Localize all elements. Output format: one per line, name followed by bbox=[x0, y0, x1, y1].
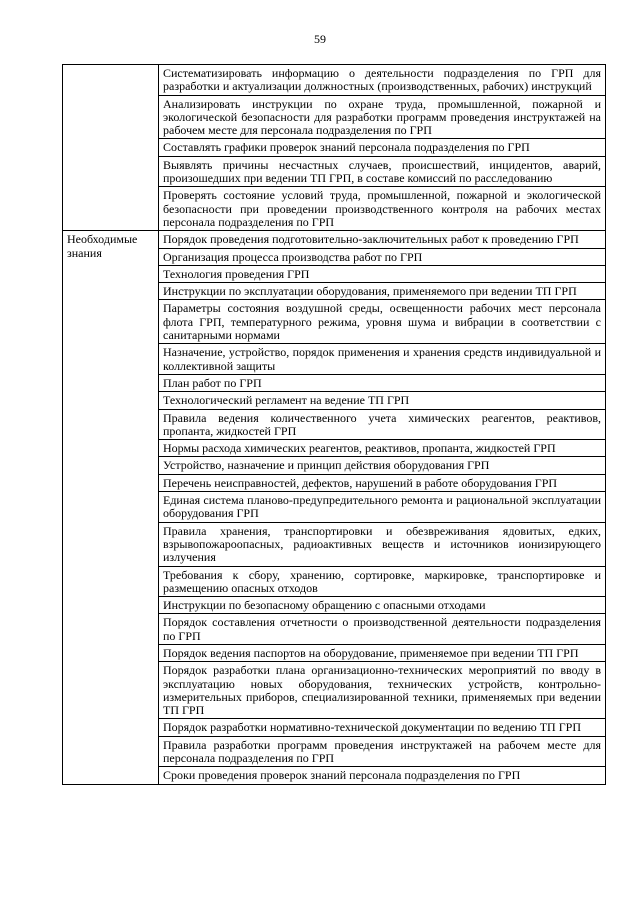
item-cell: Устройство, назначение и принцип действия оборудования ГРП bbox=[159, 457, 606, 474]
item-cell: Правила разработки программ проведения инструктажей на рабочем месте для персонала подразделения по ГРП bbox=[159, 736, 606, 767]
item-cell: Порядок ведения паспортов на оборудование, применяемое при ведении ТП ГРП bbox=[159, 644, 606, 661]
item-cell: Анализировать инструкции по охране труда, промышленной, пожарной и экологической безопасности для разработки программ проведения инструктажей на рабочем месте для персонала подразделения по ГРП bbox=[159, 95, 606, 139]
item-cell: Правила ведения количественного учета химических реагентов, реактивов, пропанта, жидкостей ГРП bbox=[159, 409, 606, 440]
item-cell: Технология проведения ГРП bbox=[159, 265, 606, 282]
item-cell: Порядок разработки плана организационно-технических мероприятий по вводу в эксплуатацию новых оборудования, технических устройств, контрольно-измерительных приборов, специализированной техники, применяемых при ведении ТП ГРП bbox=[159, 662, 606, 719]
section-label-knowledge: Необходимые знания bbox=[63, 231, 159, 784]
item-cell: Порядок проведения подготовительно-заключительных работ к проведению ГРП bbox=[159, 231, 606, 248]
item-cell: Составлять графики проверок знаний персонала подразделения по ГРП bbox=[159, 139, 606, 156]
item-cell: План работ по ГРП bbox=[159, 374, 606, 391]
table-row bbox=[63, 65, 606, 96]
item-cell: Проверять состояние условий труда, промышленной, пожарной и экологической безопасности при проведении производственного контроля на рабочих местах персонала подразделения по ГРП bbox=[159, 187, 606, 231]
item-cell: Порядок разработки нормативно-технической документации по ведению ТП ГРП bbox=[159, 719, 606, 736]
item-cell: Порядок составления отчетности о производственной деятельности подразделения по ГРП bbox=[159, 614, 606, 645]
item-cell: Назначение, устройство, порядок применения и хранения средств индивидуальной и коллективной защиты bbox=[159, 344, 606, 375]
item-cell: Выявлять причины несчастных случаев, происшествий, инцидентов, аварий, произошедших при ведении ТП ГРП, в составе комиссий по расследованию bbox=[159, 156, 606, 187]
item-cell: Инструкции по эксплуатации оборудования, применяемого при ведении ТП ГРП bbox=[159, 283, 606, 300]
item-cell: Технологический регламент на ведение ТП ГРП bbox=[159, 392, 606, 409]
item-cell: Организация процесса производства работ по ГРП bbox=[159, 248, 606, 265]
item-cell: Нормы расхода химических реагентов, реактивов, пропанта, жидкостей ГРП bbox=[159, 440, 606, 457]
item-cell: Систематизировать информацию о деятельности подразделения по ГРП для разработки и актуализации должностных (производственных, рабочих) инструкций bbox=[159, 65, 606, 96]
item-cell: Инструкции по безопасному обращению с опасными отходами bbox=[159, 597, 606, 614]
table-body bbox=[63, 65, 606, 785]
page-number: 59 bbox=[314, 32, 326, 46]
item-cell: Сроки проведения проверок знаний персонала подразделения по ГРП bbox=[159, 767, 606, 784]
requirements-table bbox=[62, 64, 606, 785]
item-cell: Требования к сбору, хранению, сортировке, маркировке, транспортировке и размещению опасных отходов bbox=[159, 566, 606, 597]
table-row bbox=[63, 231, 606, 248]
label-cell-empty bbox=[63, 65, 159, 231]
item-cell: Единая система планово-предупредительного ремонта и рациональной эксплуатации оборудования ГРП bbox=[159, 492, 606, 523]
item-cell: Перечень неисправностей, дефектов, нарушений в работе оборудования ГРП bbox=[159, 474, 606, 491]
item-cell: Правила хранения, транспортировки и обезвреживания ядовитых, едких, взрывопожароопасных, радиоактивных веществ и источников ионизирующего излучения bbox=[159, 522, 606, 566]
item-cell: Параметры состояния воздушной среды, освещенности рабочих мест персонала флота ГРП, температурного режима, уровня шума и вибрации в соответствии с санитарными нормами bbox=[159, 300, 606, 344]
